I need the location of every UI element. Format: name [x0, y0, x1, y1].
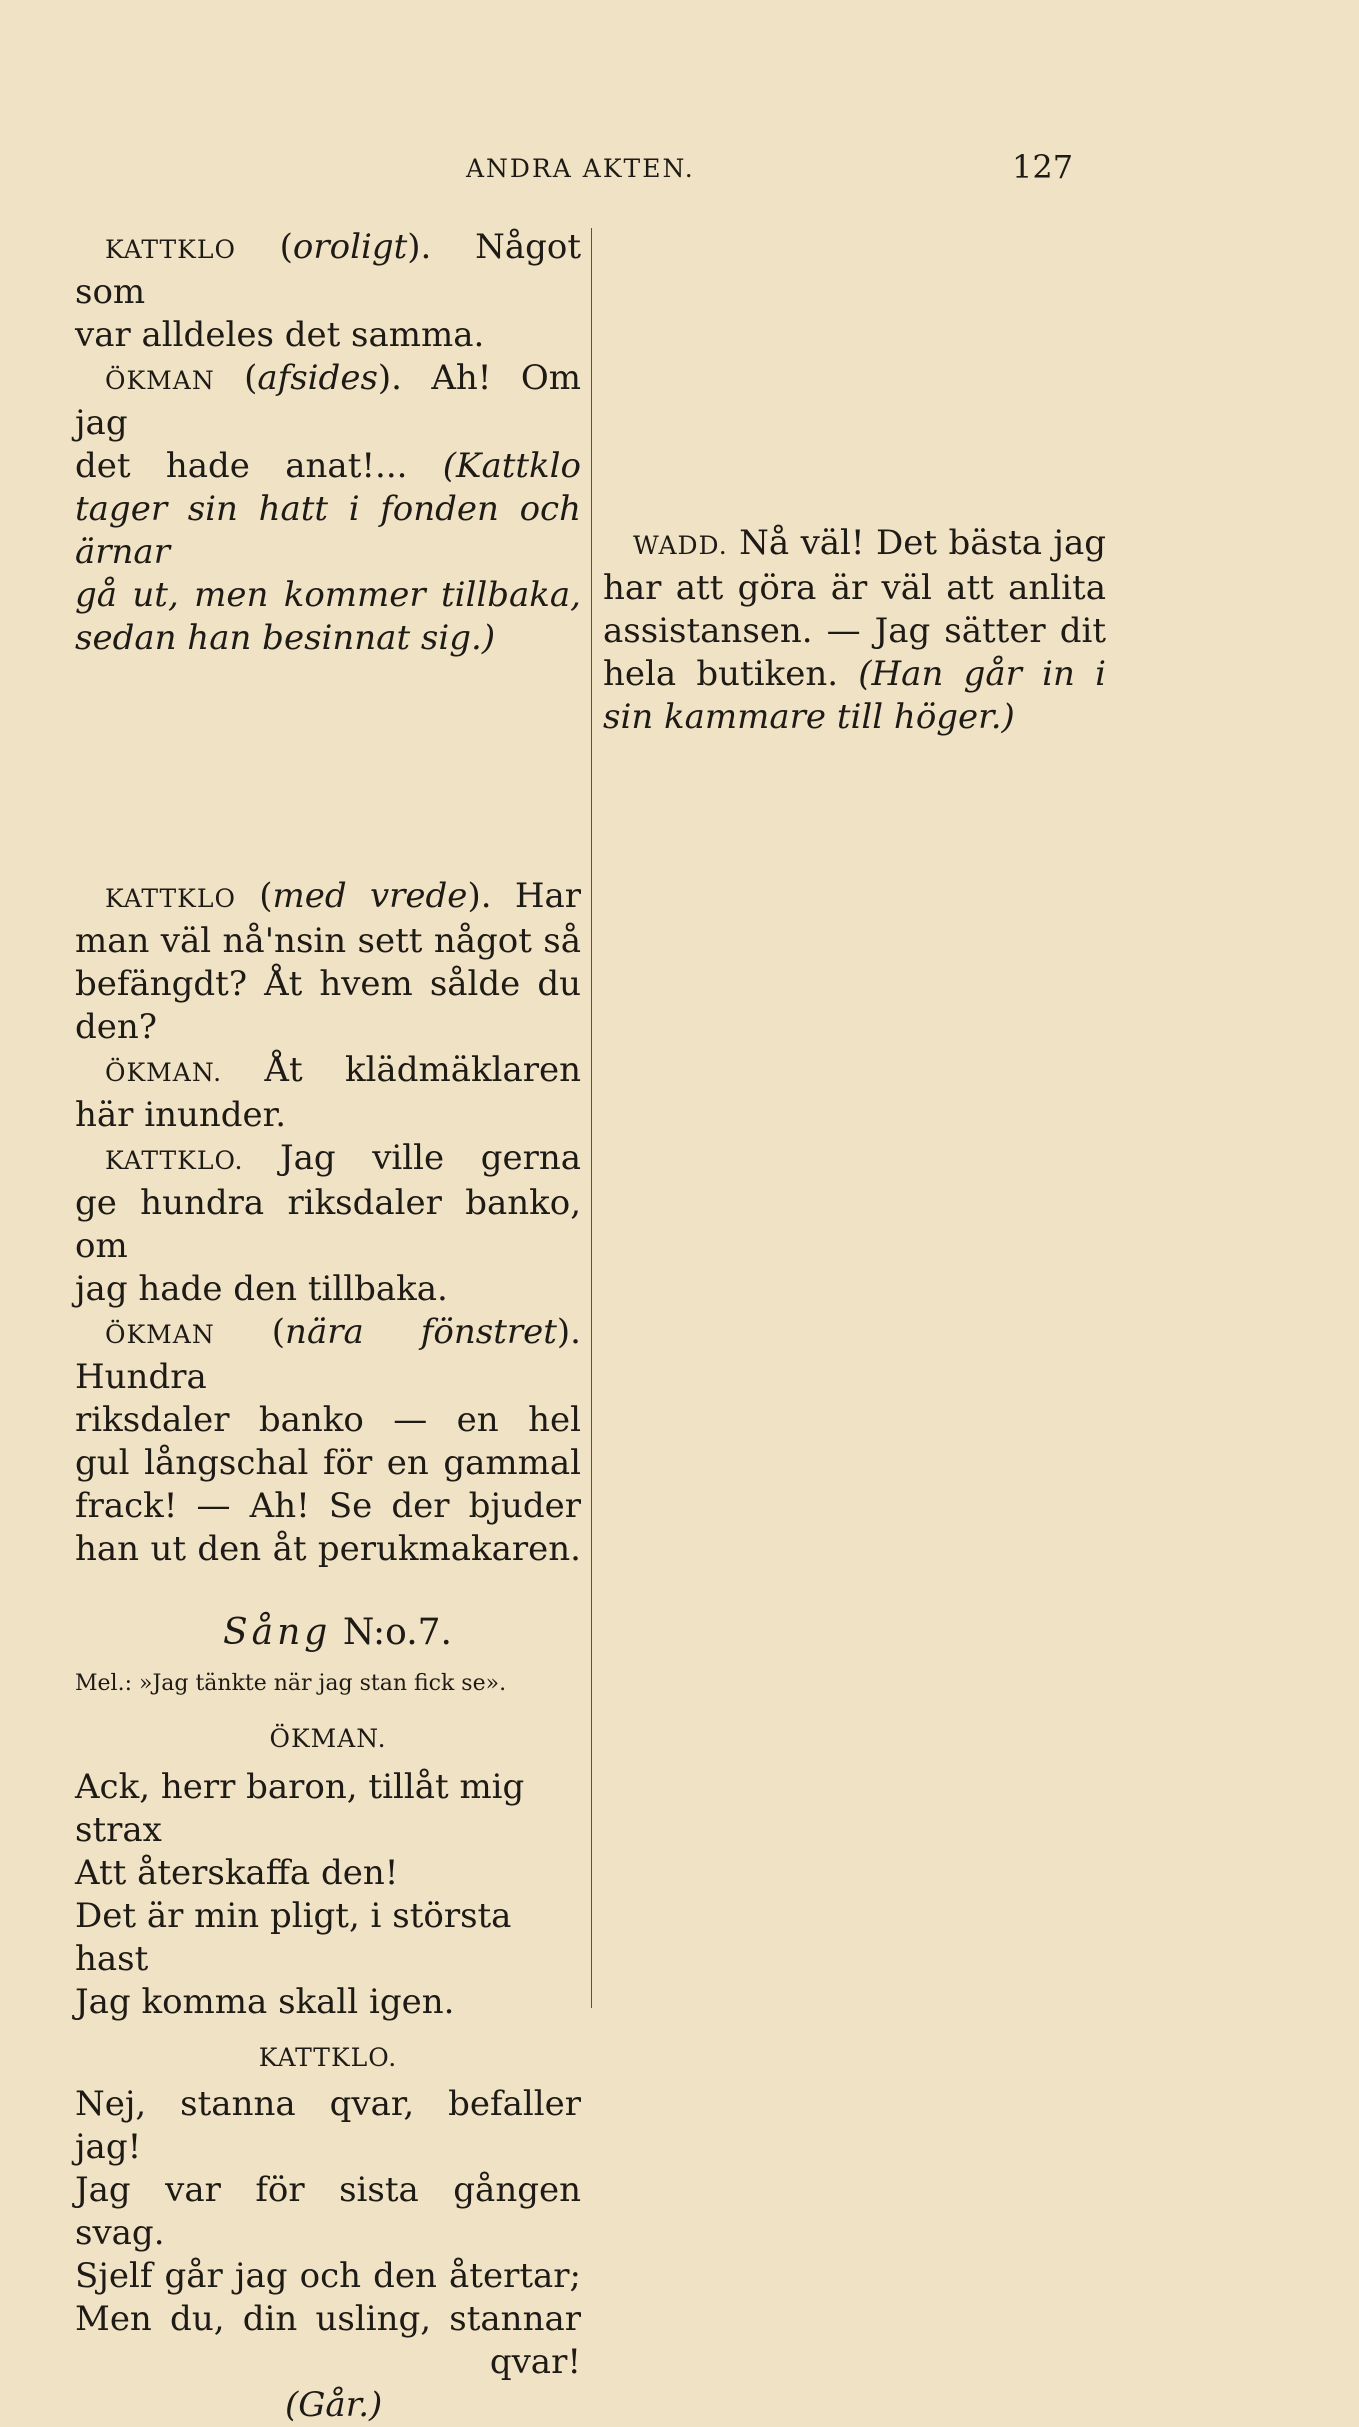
speaker-name: KATTKLO [105, 235, 236, 264]
speaker-name: KATTKLO. [105, 1146, 244, 1175]
stage-direction-exit: (Går.) [285, 2385, 383, 2425]
song-number: N:o.7. [342, 1612, 452, 1653]
dialogue-text: Hundra [75, 1357, 207, 1397]
verse-line: Sjelf går jag och den återtar; [75, 2256, 581, 2296]
dialogue-line: ge hundra riksdaler banko, om [75, 1183, 581, 1266]
stage-direction: sin kammare till höger.) [603, 697, 1015, 737]
spacer [75, 1571, 581, 1611]
dialogue-line: var alldeles det samma. [75, 315, 485, 355]
song-title-word: Sång [223, 1612, 332, 1653]
stage-direction: oroligt [292, 227, 408, 267]
song-title [223, 1611, 581, 1654]
dialogue-kattklo-2: KATTKLO (med vrede). Har [105, 876, 581, 916]
dialogue-kattklo-3 [75, 1137, 581, 1182]
column-divider [591, 228, 592, 2008]
verse-line: Nej, stanna qvar, befaller jag! [75, 2084, 581, 2167]
stage-direction: gå ut, men kommer tillbaka, [75, 575, 581, 615]
singer-name: KATTKLO. [258, 2043, 398, 2072]
dialogue-line: riksdaler banko — en hel [75, 1400, 581, 1440]
verse-line: qvar! [489, 2342, 581, 2382]
dialogue-okman-2 [75, 1049, 581, 1094]
stage-direction: (Kattklo [442, 446, 582, 486]
dialogue-text: Ah! Om jag [75, 358, 581, 443]
speaker-name: WADD. [633, 531, 728, 560]
verse-line: Jag komma skall igen. [75, 1982, 455, 2022]
spacer [75, 660, 581, 875]
dialogue-text: Nå väl! Det bästa jag [739, 523, 1106, 563]
page-header [0, 148, 1359, 188]
dialogue-line: här inunder. [75, 1095, 287, 1135]
stage-direction: (Han går in i [858, 654, 1106, 694]
verse-line: Det är min pligt, i största hast [75, 1896, 512, 1979]
dialogue-line [603, 653, 1106, 696]
dialogue-wadd [603, 522, 1106, 567]
speaker-name: ÖKMAN [105, 1320, 215, 1349]
verse-line: Ack, herr baron, tillåt mig strax [75, 1767, 525, 1850]
dialogue-line: han ut den åt perukmakaren. [75, 1529, 581, 1569]
dialogue-okman-1: ÖKMAN (afsides). Ah! Om jag [75, 358, 581, 443]
dialogue-text: Något som [75, 227, 581, 312]
verse-line: Att återskaffa den! [75, 1853, 399, 1893]
verse-line: Jag var för sista gången svag. [75, 2170, 581, 2253]
verse-line: Men du, din usling, stannar [75, 2299, 581, 2339]
stage-direction: nära fönstret [285, 1312, 557, 1352]
dialogue-line: den? [75, 1007, 158, 1047]
stage-direction: sedan han besinnat sig.) [75, 618, 496, 658]
dialogue-line: har att göra är väl att anlita [603, 568, 1106, 608]
dialogue-line [75, 445, 581, 488]
dialogue-text: Jag ville gerna [279, 1138, 582, 1178]
dialogue-text: hela butiken. [603, 654, 839, 694]
dialogue-line: jag hade den tillbaka. [75, 1269, 448, 1309]
dialogue-okman-3: ÖKMAN (nära fönstret). Hundra [75, 1312, 581, 1397]
dialogue-line: frack! — Ah! Se der bjuder [75, 1486, 581, 1526]
dialogue-line: assistansen. — Jag sätter dit [603, 611, 1106, 651]
speaker-name: ÖKMAN. [105, 1058, 223, 1087]
stage-direction: afsides [257, 358, 378, 398]
speaker-name: ÖKMAN [105, 366, 215, 395]
stage-direction: tager sin hatt i fonden och ärnar [75, 489, 581, 572]
melody-note: Mel.: »Jag tänkte när jag stan fick se». [75, 1671, 507, 1696]
speaker-name: KATTKLO [105, 884, 236, 913]
left-column [75, 226, 581, 2427]
verse-kattklo [75, 2083, 581, 2384]
page-number: 127 [1012, 148, 1074, 186]
right-column [603, 522, 1106, 739]
singer-name: ÖKMAN. [269, 1724, 387, 1753]
dialogue-text: Åt klädmäklaren [264, 1050, 581, 1090]
dialogue-text: Har [514, 876, 581, 916]
dialogue-line: man väl nå'nsin sett något så [75, 921, 581, 961]
verse-okman [75, 1766, 581, 2024]
running-title: ANDRA AKTEN. [466, 154, 695, 183]
stage-direction: med vrede [272, 876, 468, 916]
dialogue-text: det hade anat!... [75, 446, 408, 486]
dialogue-kattklo-1: KATTKLO (oroligt). Något som [75, 227, 581, 312]
dialogue-line: gul långschal för en gammal [75, 1443, 581, 1483]
dialogue-line: befängdt? Åt hvem sålde du [75, 964, 581, 1004]
